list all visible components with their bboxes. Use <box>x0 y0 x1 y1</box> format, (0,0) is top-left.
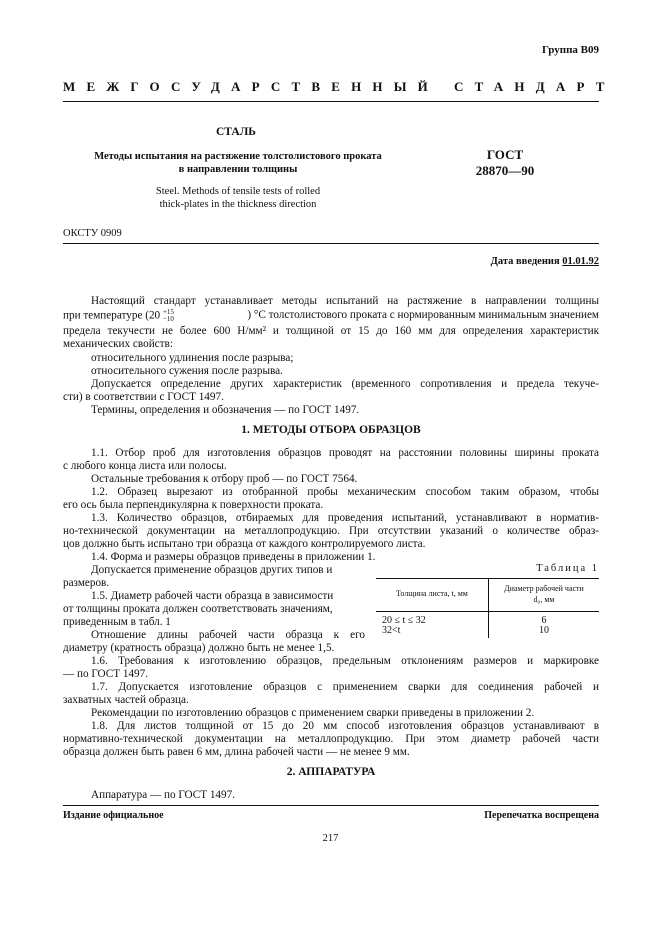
intro-line4: механических свойств: <box>63 338 173 350</box>
s1-left-line: от толщины проката должен соответствовать значениям, <box>63 603 333 615</box>
page-number: 217 <box>322 833 339 844</box>
s1-line: но-технической документации на металлопродукцию. При отсутствии указаний о количестве образ- <box>63 525 599 537</box>
s1-line2: 1.8. Для листов толщиной от 15 до 20 мм способ изготовления образцов устанавливают в <box>91 720 599 732</box>
banner-standard: СТАНДАРТ <box>454 79 616 94</box>
table1-col2-header-line2: d₀, мм <box>533 595 555 604</box>
s1-left-line: диаметру (кратность образца) должно быть не менее 1,5. <box>63 642 335 654</box>
footer-official-edition: Издание официальное <box>63 810 164 821</box>
intro-line2-a: при температуре (20 +15 −10 <box>63 308 174 323</box>
section2-heading: 2. АППАРАТУРА <box>286 766 376 778</box>
section1-heading: 1. МЕТОДЫ ОТБОРА ОБРАЗЦОВ <box>241 424 421 436</box>
table1-row1-diameter: 6 <box>541 615 547 626</box>
table1-col2-header-line1: Диаметр рабочей части <box>504 584 584 593</box>
s1-line2: 1.7. Допускается изготовление образцов с применением сварки для соединения рабочей и <box>91 681 599 693</box>
s1-line: 1.2. Образец вырезают из отобранной пробы механическим способом таким образом, чтобы <box>91 486 599 498</box>
table1-row2-thickness: 32<t <box>382 625 401 636</box>
s1-left-line: Допускается применение образцов других типов и <box>91 564 333 576</box>
okstu-rule <box>63 243 599 244</box>
gost-number: 28870—90 <box>475 163 535 178</box>
banner-rule <box>63 101 599 102</box>
effective-date-line <box>491 256 599 267</box>
s1-line: 1.1. Отбор проб для изготовления образцов проводят на расстоянии половины ширины проката <box>91 447 599 459</box>
intro-line2-b: ) °С толстолистового проката с нормированным минимальным значением <box>247 309 599 321</box>
intro-line3: предела текучести не более 600 Н/мм² и толщиной от 15 до 160 мм для определения характеристик <box>63 325 599 337</box>
english-title-line1: Steel. Methods of tensile tests of rolled <box>155 186 321 197</box>
intro-line8: сти) в соответствии с ГОСТ 1497. <box>63 391 224 403</box>
s1-left-line: приведенным в табл. 1 <box>63 616 171 628</box>
s1-left-line: Отношение длины рабочей части образца к его <box>91 629 365 641</box>
russian-title-line2: в направлении толщины <box>178 164 298 175</box>
s1-line2: образца должен быть равен 6 мм, длина рабочей части — не менее 9 мм. <box>63 746 410 758</box>
effective-label: Дата введения <box>490 256 560 267</box>
s1-line2: 1.6. Требования к изготовлению образцов, предельным отклонениям размеров и маркировке <box>91 655 599 667</box>
s1-line2: захватных частей образца. <box>63 694 189 706</box>
table1 <box>376 578 599 638</box>
gost-label: ГОСТ <box>486 147 524 162</box>
s1-left-line: 1.5. Диаметр рабочей части образца в зависимости <box>91 590 334 602</box>
footer-reprint-prohibited: Перепечатка воспрещена <box>484 810 599 821</box>
table1-col2-header <box>489 583 599 605</box>
temperature-tolerance: +15 −10 <box>162 308 174 323</box>
intro-line2 <box>63 309 599 323</box>
s1-line2: — по ГОСТ 1497. <box>63 668 149 680</box>
s1-line: Остальные требования к отбору проб — по ГОСТ 7564. <box>91 473 358 485</box>
intro-line5: относительного удлинения после разрыва; <box>91 352 294 364</box>
s1-left-line: размеров. <box>63 577 110 589</box>
russian-title <box>62 150 414 176</box>
banner-interstate: МЕЖГОСУДАРСТВЕННЫЙ <box>63 79 439 94</box>
section2-text: Аппаратура — по ГОСТ 1497. <box>91 789 236 801</box>
table1-col1-header: Толщина листа, t, мм <box>396 589 468 598</box>
intro-line7: Допускается определение других характеристик (временного сопротивления и предела текуче- <box>91 378 599 390</box>
intro-line6: относительного сужения после разрыва. <box>91 365 283 377</box>
intro-line1: Настоящий стандарт устанавливает методы испытаний на растяжение в направлении толщины <box>91 295 599 307</box>
table1-row1-thickness: 20 ≤ t ≤ 32 <box>382 615 426 626</box>
russian-title-line1: Методы испытания на растяжение толстолистового проката <box>94 151 382 162</box>
english-title <box>62 185 414 211</box>
s1-line: цов должно быть испытано три образца от каждого контролируемого листа. <box>63 538 426 550</box>
intro-line9: Термины, определения и обозначения — по ГОСТ 1497. <box>91 404 360 416</box>
group-code: Группа В09 <box>541 44 599 56</box>
subject-title: СТАЛЬ <box>216 126 256 138</box>
s1-line: с любого конца листа или полосы. <box>63 460 227 472</box>
s1-line: его ось была перпендикулярна к поверхности проката. <box>63 499 324 511</box>
s1-line2: Рекомендации по изготовлению образцов с применением сварки приведены в приложении 2. <box>91 707 535 719</box>
effective-date: 01.01.92 <box>562 256 599 267</box>
s1-line: 1.4. Форма и размеры образцов приведены в приложении 1. <box>91 551 376 563</box>
gost-block <box>470 147 540 179</box>
s1-line: 1.3. Количество образцов, отбираемых для проведения испытаний, устанавливают в норматив- <box>91 512 599 524</box>
okstu-code: ОКСТУ 0909 <box>63 228 122 239</box>
s1-line2: нормативно-технической документации на металлопродукцию. При этом диаметр рабочей части <box>63 733 599 745</box>
english-title-line2: thick-plates in the thickness direction <box>159 199 317 210</box>
footer-rule <box>63 805 599 806</box>
table1-row2-diameter: 10 <box>539 625 549 636</box>
table1-caption: Таблица 1 <box>536 563 599 574</box>
